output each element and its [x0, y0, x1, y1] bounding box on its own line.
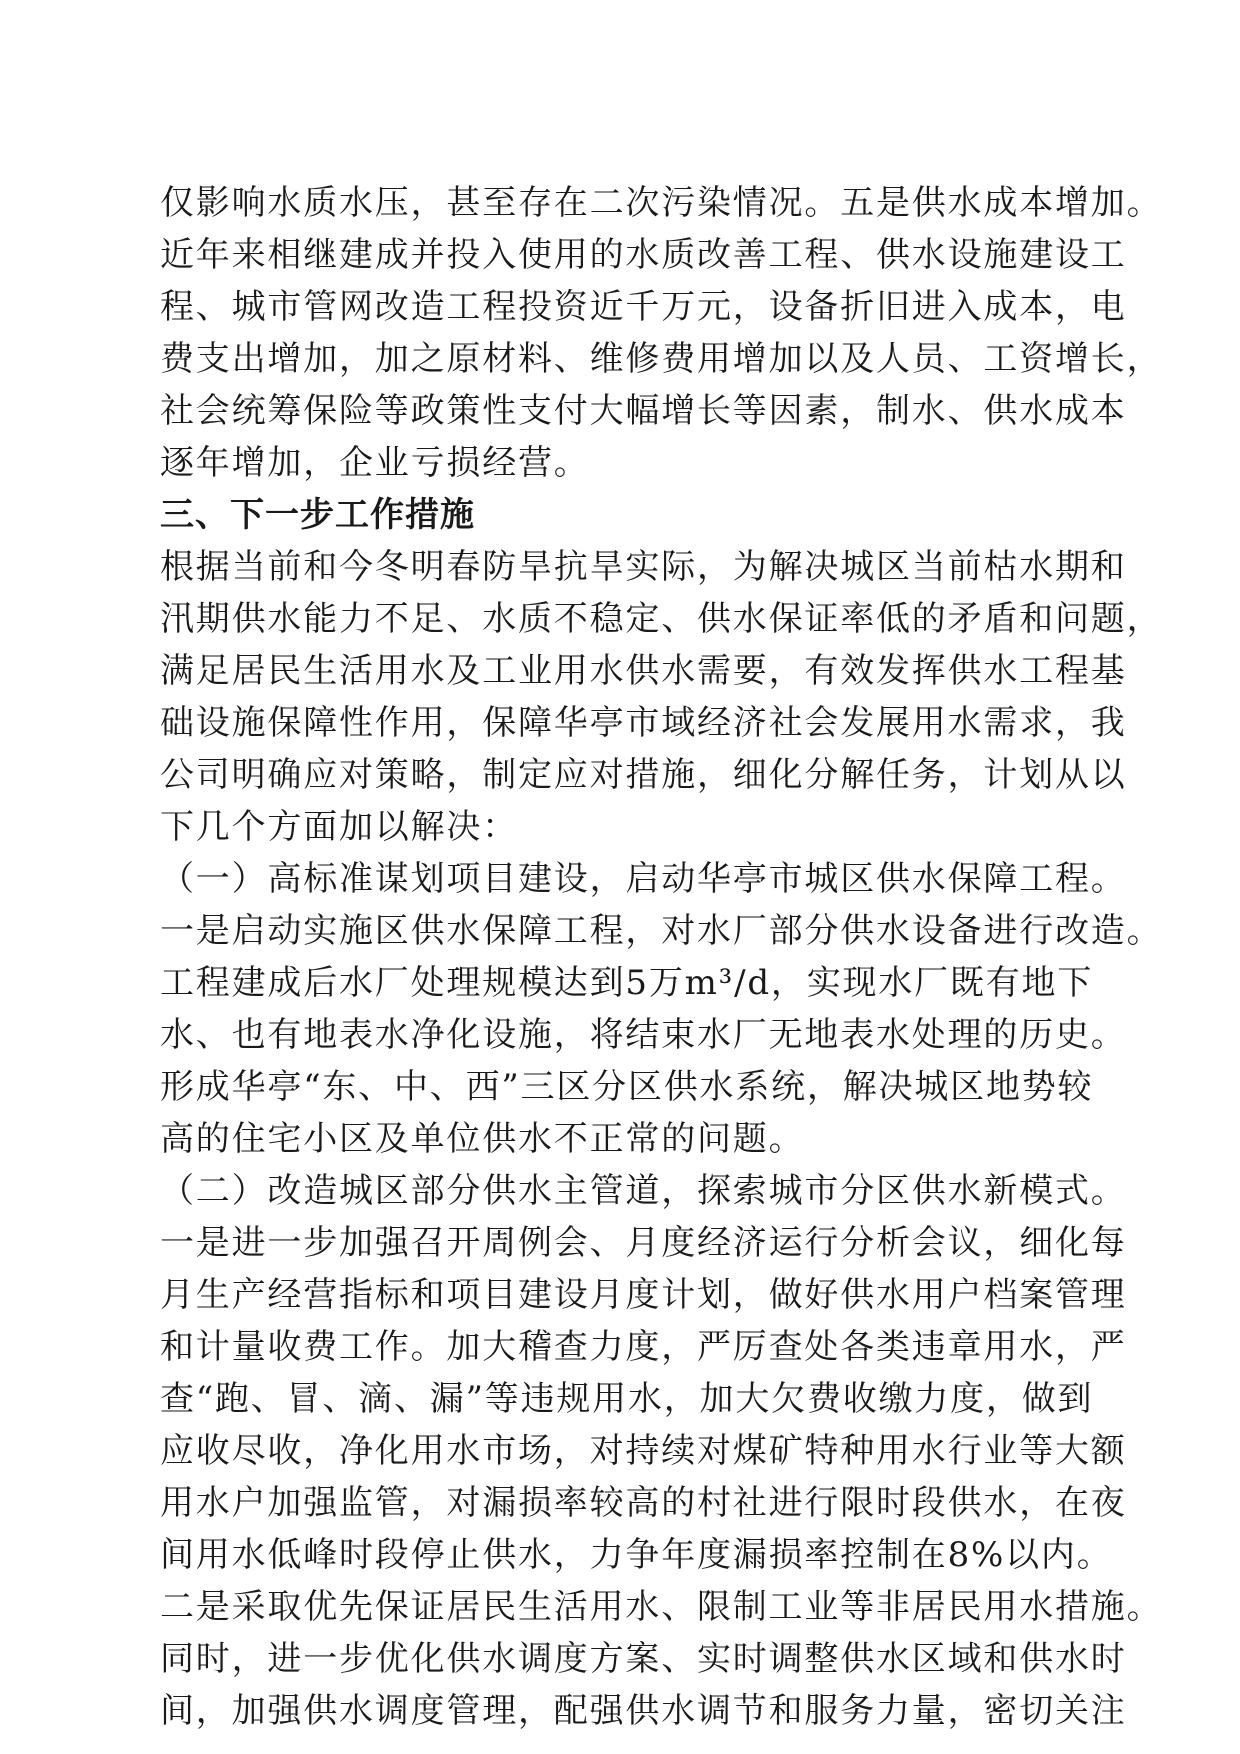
paragraph-line: 程、城市管网改造工程投资近千万元，设备折旧进入成本，电	[160, 287, 1127, 327]
paragraph-line: 形成华亭“东、中、西”三区分区供水系统，解决城区地势较	[160, 1067, 1094, 1107]
paragraph-line: 一是启动实施区供水保障工程，对水厂部分供水设备进行改造。	[160, 911, 1163, 951]
paragraph-line: 逐年增加，企业亏损经营。	[160, 443, 590, 483]
paragraph-line: 下几个方面加以解决：	[160, 807, 518, 847]
paragraph-line: 水、也有地表水净化设施，将结束水厂无地表水处理的历史。	[160, 1015, 1127, 1055]
paragraph-line: 一是进一步加强召开周例会、月度经济运行分析会议，细化每	[160, 1223, 1127, 1263]
paragraph-line: 满足居民生活用水及工业用水供水需要，有效发挥供水工程基	[160, 651, 1127, 691]
paragraph-line: 础设施保障性作用，保障华亭市域经济社会发展用水需求，我	[160, 703, 1127, 743]
paragraph-line: 工程建成后水厂处理规模达到5万m³/d，实现水厂既有地下	[160, 963, 1094, 1003]
paragraph-line: 近年来相继建成并投入使用的水质改善工程、供水设施建设工	[160, 235, 1127, 275]
paragraph-line: 月生产经营指标和项目建设月度计划，做好供水用户档案管理	[160, 1275, 1127, 1315]
paragraph-line: 仅影响水质水压，甚至存在二次污染情况。五是供水成本增加。	[160, 183, 1163, 223]
paragraph-line: 根据当前和今冬明春防旱抗旱实际，为解决城区当前枯水期和	[160, 547, 1127, 587]
paragraph-line: 二是采取优先保证居民生活用水、限制工业等非居民用水措施。	[160, 1587, 1163, 1627]
paragraph-line: 高的住宅小区及单位供水不正常的问题。	[160, 1119, 805, 1159]
paragraph-line: 间用水低峰时段停止供水，力争年度漏损率控制在8%以内。	[160, 1535, 1113, 1575]
subsection-heading: （二）改造城区部分供水主管道，探索城市分区供水新模式。	[160, 1171, 1127, 1211]
paragraph-line: 同时，进一步优化供水调度方案、实时调整供水区域和供水时	[160, 1639, 1127, 1679]
paragraph-line: 和计量收费工作。加大稽查力度，严厉查处各类违章用水，严	[160, 1327, 1127, 1367]
paragraph-line: 应收尽收，净化用水市场，对持续对煤矿特种用水行业等大额	[160, 1431, 1127, 1471]
paragraph-line: 费支出增加，加之原材料、维修费用增加以及人员、工资增长，	[160, 339, 1163, 379]
section-heading: 三、下一步工作措施	[160, 495, 475, 535]
paragraph-line: 间，加强供水调度管理，配强供水调节和服务力量，密切关注	[160, 1691, 1127, 1731]
paragraph-line: 汛期供水能力不足、水质不稳定、供水保证率低的矛盾和问题，	[160, 599, 1163, 639]
paragraph-line: 用水户加强监管，对漏损率较高的村社进行限时段供水，在夜	[160, 1483, 1127, 1523]
paragraph-line: 公司明确应对策略，制定应对措施，细化分解任务，计划从以	[160, 755, 1127, 795]
paragraph-line: 社会统筹保险等政策性支付大幅增长等因素，制水、供水成本	[160, 391, 1127, 431]
paragraph-line: 查“跑、冒、滴、漏”等违规用水，加大欠费收缴力度，做到	[160, 1379, 1094, 1419]
subsection-heading: （一）高标准谋划项目建设，启动华亭市城区供水保障工程。	[160, 859, 1127, 899]
